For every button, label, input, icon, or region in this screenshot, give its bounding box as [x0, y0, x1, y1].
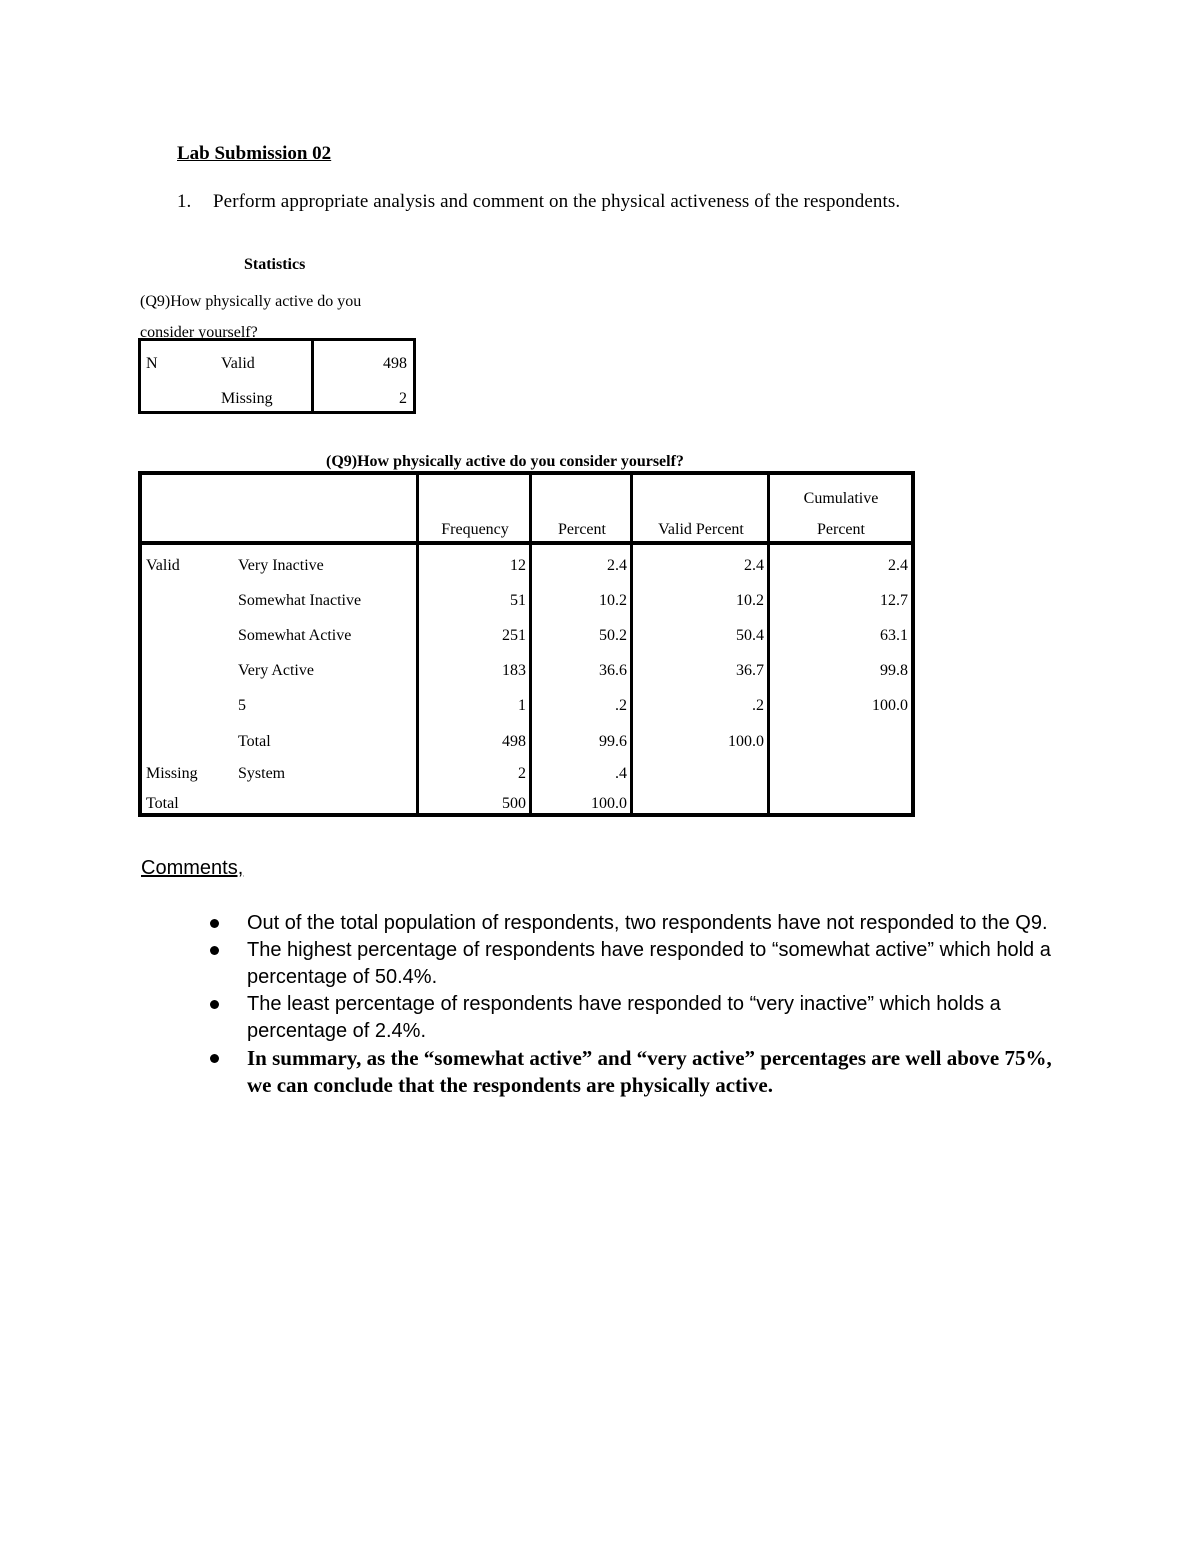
cell-frequency: 2	[518, 765, 526, 782]
comment-text: In summary, as the “somewhat active” and “very active” percentages are well above 75%, we can conclude that the respondents are physically active.	[247, 1046, 1052, 1097]
cell-valid-percent: 10.2	[736, 592, 764, 609]
statistics-table-divider	[311, 341, 314, 411]
list-item	[210, 910, 1080, 937]
header-percent: Percent	[558, 521, 606, 538]
cell-percent: 100.0	[591, 795, 627, 812]
list-item	[210, 1045, 1080, 1099]
bullet-icon	[210, 919, 219, 928]
statistics-row-group: N	[146, 355, 158, 372]
header-valid-percent: Valid Percent	[658, 521, 744, 538]
frequency-table	[138, 471, 915, 817]
comment-text: The least percentage of respondents have responded to “very inactive” which holds a percentage of 2.4%.	[247, 993, 1001, 1042]
cell-frequency: 498	[502, 733, 526, 750]
comments-list	[210, 910, 1080, 1099]
cell-valid-percent: 100.0	[728, 733, 764, 750]
cell-valid-percent: .2	[752, 697, 764, 714]
cell-percent: .4	[615, 765, 627, 782]
cell-valid-percent: 2.4	[744, 557, 764, 574]
bullet-icon	[210, 1000, 219, 1009]
cell-cumulative: 12.7	[880, 592, 908, 609]
cell-frequency: 12	[510, 557, 526, 574]
row-label: Somewhat Inactive	[238, 592, 362, 609]
statistics-title: Statistics	[244, 256, 306, 273]
cell-frequency: 251	[502, 627, 526, 644]
cell-percent: 99.6	[599, 733, 627, 750]
header-divider	[142, 541, 911, 545]
statistics-row-label: Missing	[221, 390, 273, 407]
statistics-row-label: Valid	[221, 355, 255, 372]
list-item	[210, 937, 1080, 991]
cell-valid-percent: 50.4	[736, 627, 764, 644]
bullet-icon	[210, 1054, 219, 1063]
cell-cumulative: 2.4	[888, 557, 908, 574]
cell-valid-percent: 36.7	[736, 662, 764, 679]
comment-text: The highest percentage of respondents have responded to “somewhat active” which hold a percentage of 50.4%.	[247, 939, 1051, 988]
row-label: Total	[238, 733, 271, 750]
row-group: Valid	[146, 557, 180, 574]
row-label: 5	[238, 697, 246, 714]
cell-cumulative: 63.1	[880, 627, 908, 644]
row-group: Missing	[146, 765, 198, 782]
comment-text: Out of the total population of respondents, two respondents have not responded to the Q9.	[247, 912, 1048, 934]
cell-percent: 2.4	[607, 557, 627, 574]
statistics-variable-line1: (Q9)How physically active do you	[140, 293, 362, 310]
cell-percent: 36.6	[599, 662, 627, 679]
row-label: Very Inactive	[238, 557, 324, 574]
frequency-table-title: (Q9)How physically active do you consider yourself?	[326, 453, 684, 470]
bullet-icon	[210, 946, 219, 955]
header-frequency: Frequency	[441, 521, 509, 538]
cell-percent: 10.2	[599, 592, 627, 609]
cell-percent: 50.2	[599, 627, 627, 644]
cell-cumulative: 100.0	[872, 697, 908, 714]
comments-title: Comments,	[141, 857, 244, 879]
question-number: 1.	[177, 191, 192, 212]
cell-frequency: 51	[510, 592, 526, 609]
cell-cumulative: 99.8	[880, 662, 908, 679]
statistics-row-value: 498	[383, 355, 407, 372]
list-item	[210, 991, 1080, 1045]
cell-percent: .2	[615, 697, 627, 714]
statistics-variable-line2: consider yourself?	[140, 324, 258, 341]
row-label: Somewhat Active	[238, 627, 352, 644]
cell-frequency: 1	[518, 697, 526, 714]
question-text: Perform appropriate analysis and comment on the physical activeness of the respondents.	[213, 191, 901, 212]
lab-title: Lab Submission 02	[177, 143, 332, 164]
row-label: Very Active	[238, 662, 314, 679]
cell-frequency: 500	[502, 795, 526, 812]
header-cumulative-line2: Percent	[817, 521, 865, 538]
row-label: System	[238, 765, 286, 782]
statistics-row-value: 2	[399, 390, 407, 407]
statistics-table	[138, 338, 416, 414]
cell-frequency: 183	[502, 662, 526, 679]
row-group: Total	[146, 795, 179, 812]
header-cumulative-line1: Cumulative	[803, 490, 879, 507]
column-divider	[416, 475, 419, 813]
